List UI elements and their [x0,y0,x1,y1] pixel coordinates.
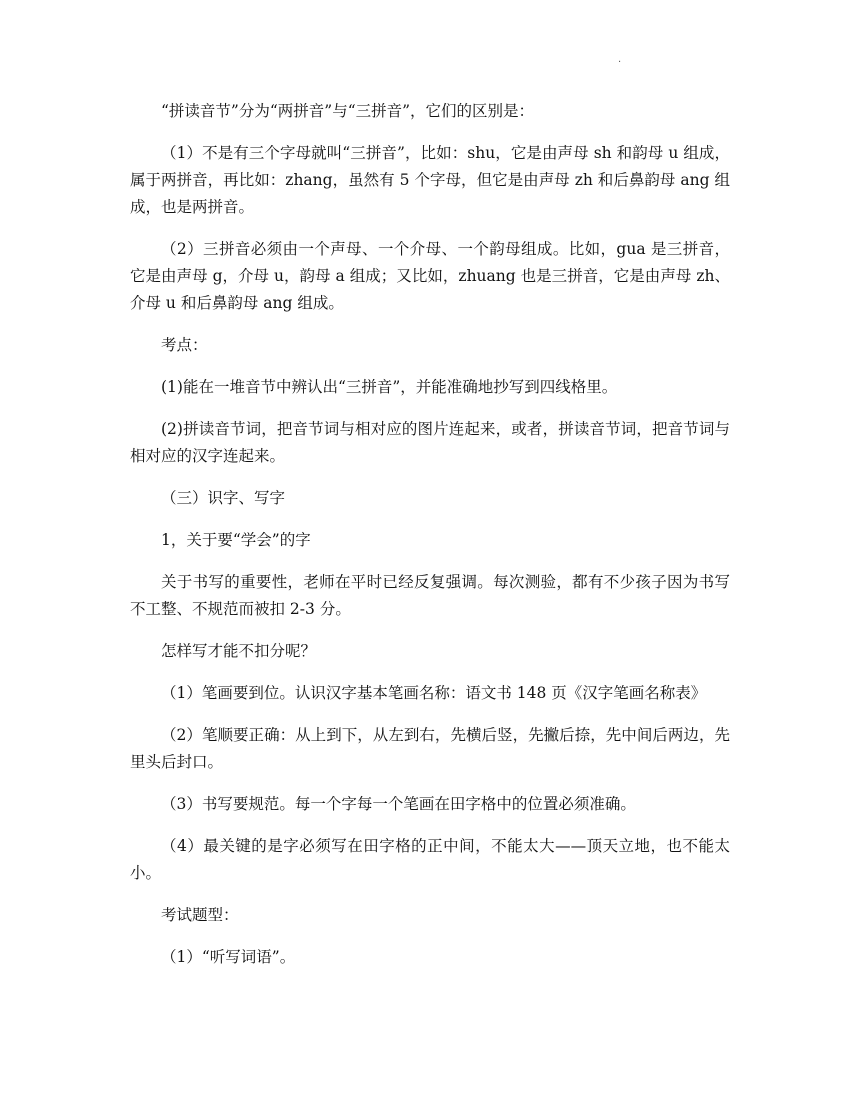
paragraph-intro: “拼读音节”分为“两拼音”与“三拼音”，它们的区别是： [161,102,535,120]
paragraph-two-spell: （1）不是有三个字母就叫“三拼音”，比如：shu，它是由声母 sh 和韵母 u 组成，属于两拼音，再比如：zhang，虽然有 5 个字母，但它是由声母 zh 和后鼻韵母 ang 组成，也是两拼音。 [130,144,730,216]
paragraph-question-types-heading: 考试题型： [161,906,239,924]
paragraph-exam-point-1: (1)能在一堆音节中辨认出“三拼音”，并能准确地抄写到四线格里。 [161,378,618,396]
paragraph-exam-point-2: (2)拼读音节词，把音节词与相对应的图片连起来，或者，拼读音节词，把音节词与相对应的汉字连起来。 [130,420,730,465]
paragraph-how-to-write: 怎样写才能不扣分呢？ [161,642,317,660]
document-body [130,98,730,986]
paragraph-writing-importance: 关于书写的重要性，老师在平时已经反复强调。每次测验，都有不少孩子因为书写不工整、不规范而被扣 2-3 分。 [130,573,730,618]
paragraph-rule-centered: （4）最关键的是字必须写在田字格的正中间，不能太大——顶天立地，也不能太小。 [130,837,730,882]
paragraph-exam-points-heading: 考点： [161,336,208,354]
subheading-learn-characters: 1，关于要“学会”的字 [161,531,311,549]
section-heading-literacy-writing: （三）识字、写字 [161,489,286,507]
page-mark: . [618,54,622,65]
paragraph-question-type-1: （1）“听写词语”。 [161,948,296,966]
paragraph-rule-standard: （3）书写要规范。每一个字每一个笔画在田字格中的位置必须准确。 [161,795,636,813]
paragraph-three-spell: （2）三拼音必须由一个声母、一个介母、一个韵母组成。比如，gua 是三拼音，它是由声母 g，介母 u，韵母 a 组成；又比如，zhuang 也是三拼音，它是由声母 zh、介母 u 和后鼻韵母 ang 组成。 [130,240,730,312]
paragraph-rule-stroke-order: （2）笔顺要正确：从上到下，从左到右，先横后竖，先撇后捺，先中间后两边，先里头后封口。 [130,726,730,771]
paragraph-rule-strokes: （1）笔画要到位。认识汉字基本笔画名称：语文书 148 页《汉字笔画名称表》 [161,684,707,702]
